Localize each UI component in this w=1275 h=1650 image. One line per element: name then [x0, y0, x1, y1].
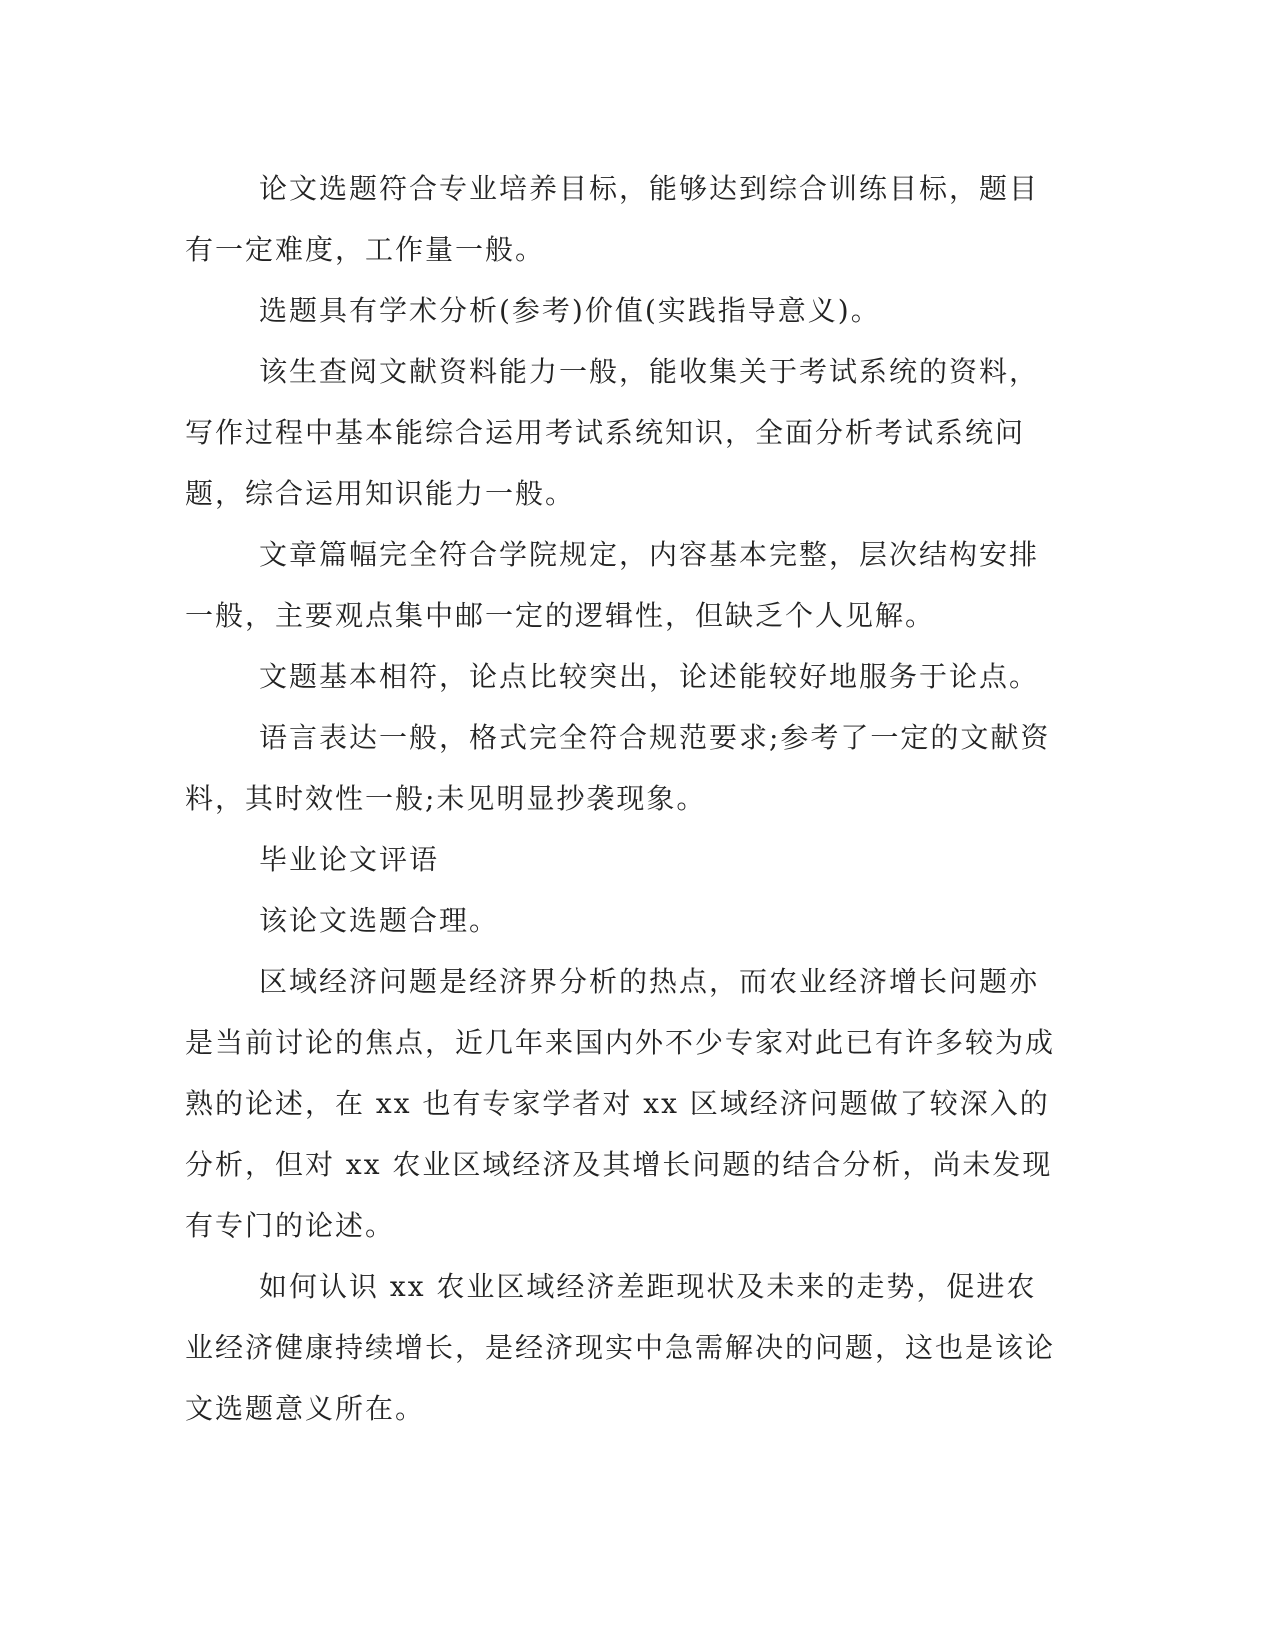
- paragraph-regional-economy: 区域经济问题是经济界分析的热点，而农业经济增长问题亦是当前讨论的焦点，近几年来国内外不少专家对此已有许多较为成熟的论述，在 xx 也有专家学者对 xx 区域经济问题做了较深入的分析，但对 xx 农业区域经济及其增长问题的结合分析，尚未发现有专门的论述。: [185, 965, 1056, 1242]
- paragraph-topic-reasonable: 该论文选题合理。: [259, 904, 500, 937]
- section-heading: 毕业论文评语: [259, 843, 440, 876]
- paragraph-academic-value: 选题具有学术分析(参考)价值(实践指导意义)。: [259, 294, 881, 327]
- paragraph-argument: 文题基本相符，论点比较突出，论述能较好地服务于论点。: [259, 660, 1040, 693]
- paragraph-language: 语言表达一般，格式完全符合规范要求;参考了一定的文献资料，其时效性一般;未见明显抄袭现象。: [185, 721, 1051, 815]
- paragraph-significance: 如何认识 xx 农业区域经济差距现状及未来的走势，促进农业经济健康持续增长，是经济现实中急需解决的问题，这也是该论文选题意义所在。: [185, 1270, 1056, 1425]
- document-body: [185, 158, 1055, 1439]
- paragraph-structure: 文章篇幅完全符合学院规定，内容基本完整，层次结构安排一般，主要观点集中邮一定的逻辑性，但缺乏个人见解。: [185, 538, 1040, 632]
- paragraph-topic-goal: 论文选题符合专业培养目标，能够达到综合训练目标，题目有一定难度，工作量一般。: [185, 172, 1040, 266]
- paragraph-literature-ability: 该生查阅文献资料能力一般，能收集关于考试系统的资料，写作过程中基本能综合运用考试系统知识，全面分析考试系统问题，综合运用知识能力一般。: [185, 355, 1040, 510]
